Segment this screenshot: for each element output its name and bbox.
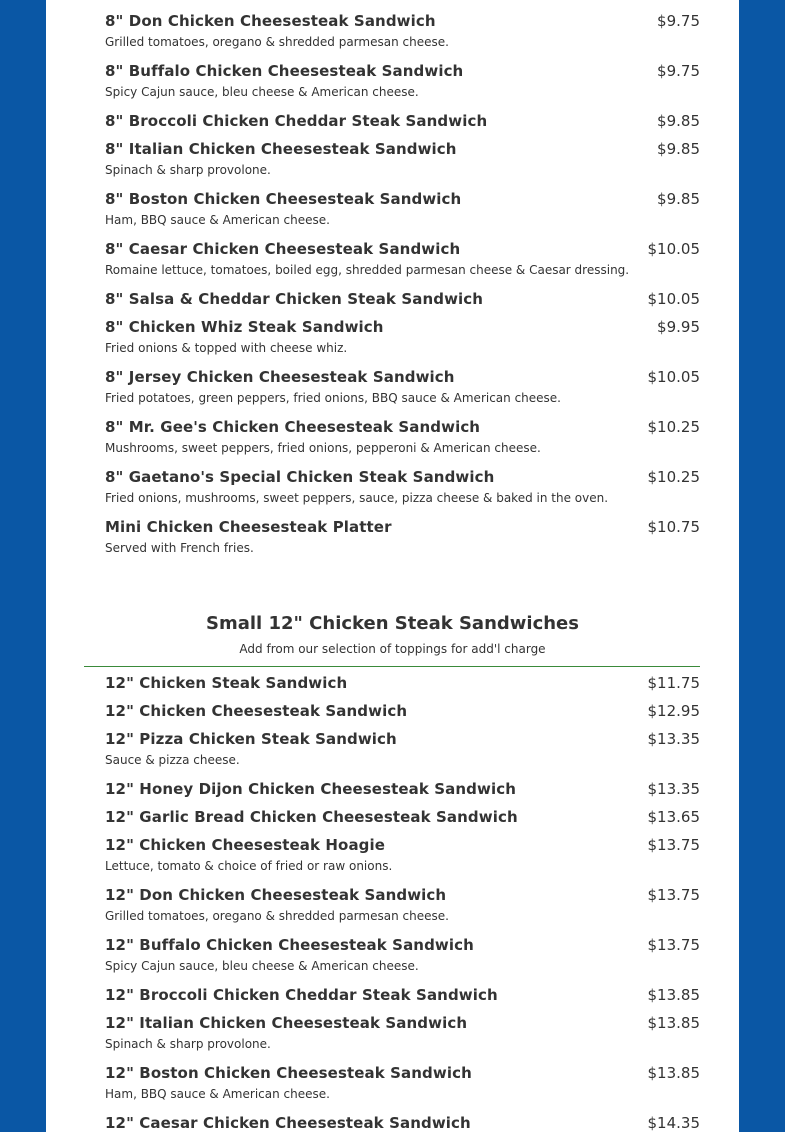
item-price: $10.25 [647, 468, 700, 486]
item-description: Spicy Cajun sauce, bleu cheese & American cheese. [105, 85, 419, 99]
item-name: 8" Jersey Chicken Cheesesteak Sandwich [105, 368, 455, 386]
item-name: 12" Boston Chicken Cheesesteak Sandwich [105, 1064, 472, 1082]
item-name: 8" Chicken Whiz Steak Sandwich [105, 318, 384, 336]
menu-item[interactable] [105, 518, 700, 555]
item-name: 12" Pizza Chicken Steak Sandwich [105, 730, 397, 748]
menu-item[interactable] [105, 112, 700, 132]
item-name: 12" Chicken Cheesesteak Hoagie [105, 836, 386, 854]
menu-item[interactable] [105, 936, 700, 973]
item-name: 12" Chicken Cheesesteak Sandwich [105, 702, 408, 720]
item-description: Ham, BBQ sauce & American cheese. [105, 213, 330, 227]
item-description: Fried potatoes, green peppers, fried onions, BBQ sauce & American cheese. [105, 391, 561, 405]
menu-item[interactable] [105, 290, 700, 310]
item-description: Grilled tomatoes, oregano & shredded parmesan cheese. [105, 909, 449, 923]
item-description: Spinach & sharp provolone. [105, 1037, 271, 1051]
item-price: $12.95 [647, 702, 700, 720]
item-price: $13.65 [647, 808, 700, 826]
item-name: 8" Salsa & Cheddar Chicken Steak Sandwich [105, 290, 484, 308]
item-name: 12" Italian Chicken Cheesesteak Sandwich [105, 1014, 468, 1032]
item-name: 12" Broccoli Chicken Cheddar Steak Sandwich [105, 986, 498, 1004]
menu-item[interactable] [105, 1014, 700, 1051]
item-name: 8" Don Chicken Cheesesteak Sandwich [105, 12, 436, 30]
item-name: 12" Buffalo Chicken Cheesesteak Sandwich [105, 936, 474, 954]
menu-item[interactable] [105, 780, 700, 800]
menu-item[interactable] [105, 12, 700, 49]
item-name: 12" Honey Dijon Chicken Cheesesteak Sandwich [105, 780, 516, 798]
item-price: $11.75 [647, 674, 700, 692]
item-description: Served with French fries. [105, 541, 254, 555]
menu-item[interactable] [105, 368, 700, 405]
item-name: 8" Buffalo Chicken Cheesesteak Sandwich [105, 62, 464, 80]
item-price: $13.35 [647, 730, 700, 748]
menu-item[interactable] [105, 418, 700, 455]
item-name: 8" Mr. Gee's Chicken Cheesesteak Sandwich [105, 418, 481, 436]
item-price: $13.75 [647, 886, 700, 904]
section-subtitle: Add from our selection of toppings for add'l charge [239, 642, 546, 656]
menu-item[interactable] [105, 140, 700, 177]
item-price: $10.25 [647, 418, 700, 436]
item-price: $9.85 [657, 190, 700, 208]
item-description: Mushrooms, sweet peppers, fried onions, pepperoni & American cheese. [105, 441, 541, 455]
item-price: $13.35 [647, 780, 700, 798]
item-price: $9.75 [657, 62, 700, 80]
menu-item[interactable] [105, 886, 700, 923]
menu-item[interactable] [105, 674, 700, 694]
item-name: 12" Garlic Bread Chicken Cheesesteak Sandwich [105, 808, 518, 826]
item-price: $13.85 [647, 1064, 700, 1082]
item-price: $9.95 [657, 318, 700, 336]
item-price: $13.85 [647, 1014, 700, 1032]
item-description: Romaine lettuce, tomatoes, boiled egg, shredded parmesan cheese & Caesar dressing. [105, 263, 630, 277]
item-price: $13.85 [647, 986, 700, 1004]
section-title: Small 12" Chicken Steak Sandwiches [206, 613, 579, 634]
menu-page [46, 0, 739, 1132]
item-price: $10.05 [647, 240, 700, 258]
item-name: 8" Boston Chicken Cheesesteak Sandwich [105, 190, 462, 208]
item-description: Sauce & pizza cheese. [105, 753, 240, 767]
menu-item[interactable] [105, 240, 700, 277]
item-description: Spinach & sharp provolone. [105, 163, 271, 177]
item-price: $13.75 [647, 836, 700, 854]
item-name: Mini Chicken Cheesesteak Platter [105, 518, 392, 536]
item-name: 12" Caesar Chicken Cheesesteak Sandwich [105, 1114, 471, 1132]
item-name: 12" Chicken Steak Sandwich [105, 674, 348, 692]
item-name: 8" Italian Chicken Cheesesteak Sandwich [105, 140, 457, 158]
item-price: $9.75 [657, 12, 700, 30]
menu-item[interactable] [105, 1114, 700, 1132]
item-price: $10.05 [647, 290, 700, 308]
item-price: $10.05 [647, 368, 700, 386]
menu-item[interactable] [105, 836, 700, 873]
menu-item[interactable] [105, 808, 700, 828]
item-name: 8" Gaetano's Special Chicken Steak Sandwich [105, 468, 495, 486]
item-name: 8" Caesar Chicken Cheesesteak Sandwich [105, 240, 461, 258]
menu-item[interactable] [105, 468, 700, 505]
menu-item[interactable] [105, 62, 700, 99]
item-description: Grilled tomatoes, oregano & shredded parmesan cheese. [105, 35, 449, 49]
item-description: Fried onions & topped with cheese whiz. [105, 341, 348, 355]
item-price: $9.85 [657, 112, 700, 130]
menu-item[interactable] [105, 730, 700, 767]
item-description: Ham, BBQ sauce & American cheese. [105, 1087, 330, 1101]
item-price: $9.85 [657, 140, 700, 158]
item-price: $13.75 [647, 936, 700, 954]
menu-item[interactable] [105, 986, 700, 1006]
section-divider [84, 666, 700, 667]
menu-item[interactable] [105, 1064, 700, 1101]
item-name: 12" Don Chicken Cheesesteak Sandwich [105, 886, 447, 904]
item-description: Fried onions, mushrooms, sweet peppers, sauce, pizza cheese & baked in the oven. [105, 491, 609, 505]
item-name: 8" Broccoli Chicken Cheddar Steak Sandwich [105, 112, 488, 130]
item-description: Lettuce, tomato & choice of fried or raw onions. [105, 859, 393, 873]
item-price: $10.75 [647, 518, 700, 536]
menu-item[interactable] [105, 702, 700, 722]
item-price: $14.35 [647, 1114, 700, 1132]
item-description: Spicy Cajun sauce, bleu cheese & American cheese. [105, 959, 419, 973]
menu-item[interactable] [105, 190, 700, 227]
menu-item[interactable] [105, 318, 700, 355]
